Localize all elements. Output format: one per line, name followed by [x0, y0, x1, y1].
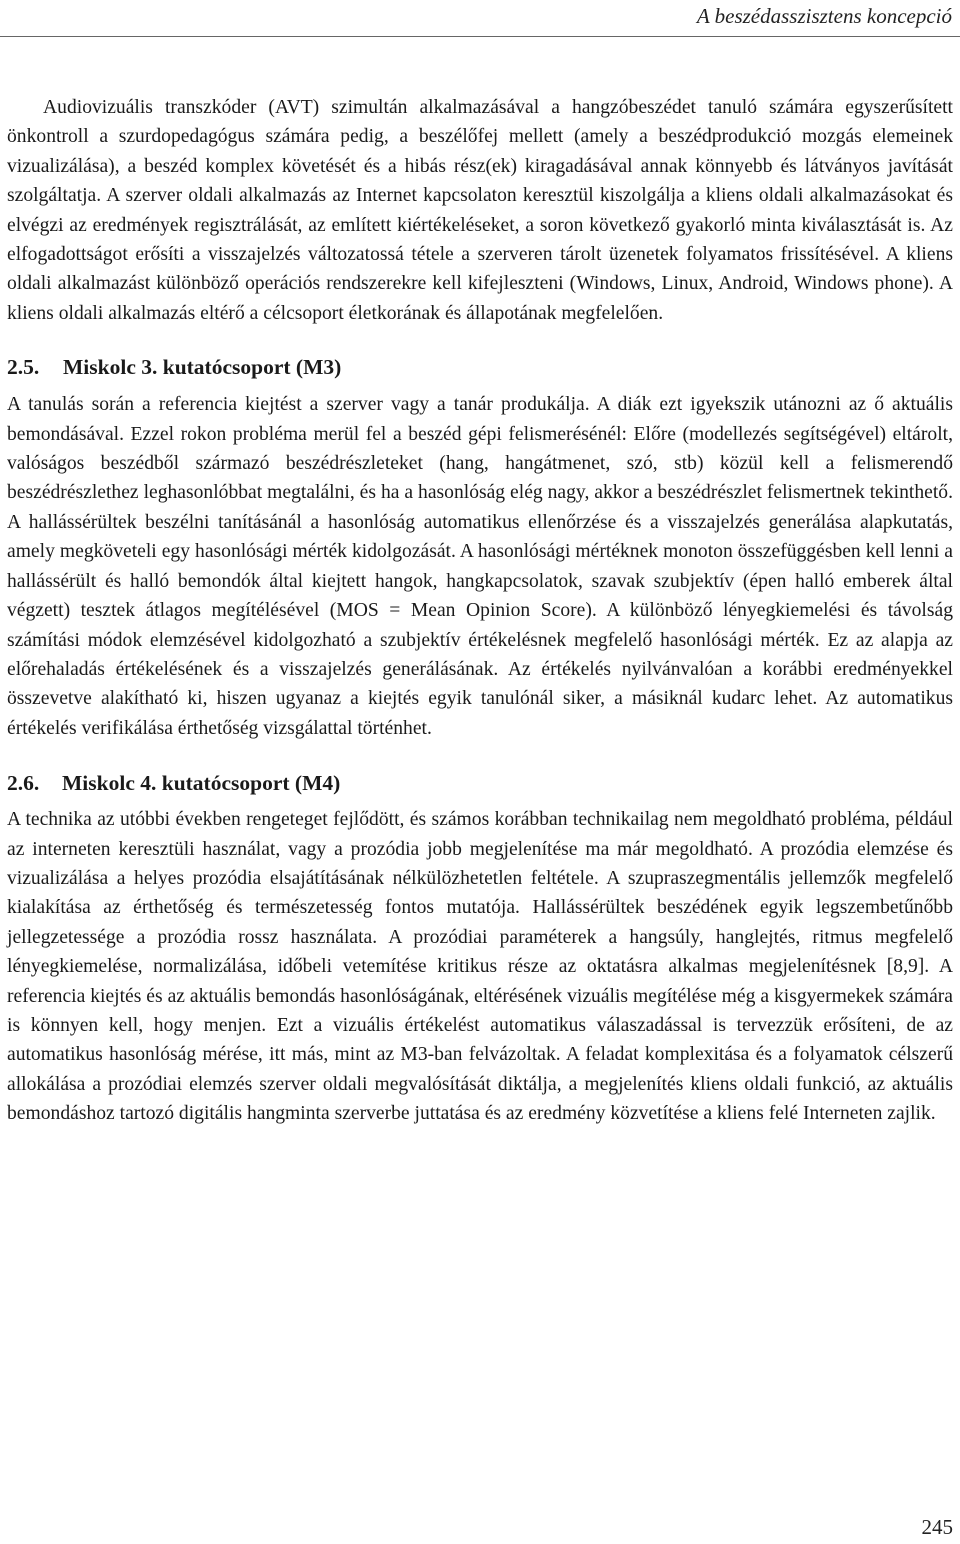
- section-number-m4: 2.6.: [7, 771, 40, 796]
- page-content: [7, 93, 953, 1129]
- section-heading-m4: [7, 768, 953, 798]
- header-divider: [0, 36, 960, 37]
- running-header-title: A beszédasszisztens koncepció: [696, 4, 952, 28]
- section-paragraph-m4: A technika az utóbbi években rengeteget fejlődött, és számos korábban technikailag nem megoldható probléma, például az interneten keresztüli használat, vagy a prozódia jobb megjelenítése ma már megoldható. A prozódia elemzése és vizualizálása a helyes prozódia elsajátításának nélkülözhetetlen feltétele. A szupraszegmentális jellemzők megfelelő kialakítása az érthetőség és természetesség fontos mutatója. Hallássérültek beszédének egyik legszembetűnőbb jellegzetessége a prozódia rossz használata. A prozódiai paraméterek a hangsúly, hanglejtés, ritmus megfelelő lényegkiemelése, normalizálása, időbeli vetemítése kritikus része az oktatásra alkalmas megjelenítésnek [8,9]. A referencia kiejtés és az aktuális bemondás hasonlóságának, eltérésének vizuális megítélése még a kisgyermekek számára is könnyen kell, hogy menjen. Ezt a vizuális értékelést automatikus válaszadással is tervezzük erősíteni, de az automatikus hasonlóság mérése, itt más, mint az M3-ban felvázoltak. A feladat komplexitása és a folyamatok célszerű allokálása a prozódiai elemzés szerver oldali megvalósítását diktálja, a megjelenítés kliens oldali funkció, az aktuális bemondáshoz tartozó digitális hangminta szerverbe juttatása és az eredmény közvetítése a kliens felé Interneten zajlik.: [7, 809, 953, 1125]
- section-number-m3: 2.5.: [7, 355, 40, 380]
- section-paragraph-m3: A tanulás során a referencia kiejtést a szerver vagy a tanár produkálja. A diák ezt igyekszik utánozni az ő aktuális bemondásával. Ezzel rokon probléma merül fel a beszéd gépi felismerésénél: Előre (modellezés segítségével) eltárolt, valóságos beszédből származó beszédrészleteket (hang, hangátmenet, szó, stb) közül kell a felismerendő beszédrészlethez leghasonlóbbat megtalálni, és ha a hasonlóság elég nagy, akkor a beszédrészlet felismertnek tekinthető. A hallássérültek beszélni tanításánál a hasonlóság automatikus ellenőrzése és a visszajelzés generálása alapkutatás, amely megköveteli egy hasonlósági mérték kidolgozását. A hasonlósági mértéknek monoton összefüggésben kell lenni a hallássérült és halló bemondók által kiejtett hangok, hangkapcsolatok, szavak szubjektív (épen halló emberek által végzett) tesztek átlagos megítélésével (MOS = Mean Opinion Score). A különböző lényegkiemelési és távolság számítási módok elemzésével kidolgozható a szubjektív értékelésnek megfelelő hasonlósági mérték. Ez az alapja az előrehaladás értékelésének és a visszajelzés generálásának. Az értékelés nyilvánvalóan a korábbi eredményekkel összevetve alakítható ki, hiszen ugyanaz a kiejtés egyik tanulónál siker, a másiknál kudarc lehet. Az automatikus értékelés verifikálása érthetőség vizsgálattal történhet.: [7, 394, 953, 739]
- intro-paragraph: Audiovizuális transzkóder (AVT) szimultán alkalmazásával a hangzóbeszédet tanuló számára egyszerűsített önkontroll a szurdopedagógus számára pedig, a beszélőfej mellett (amely a beszédprodukció mozgás elemeinek vizualizálása), a beszéd komplex követését és a hibás rész(ek) kiragadásával annak könnyebb és látványos javítását szolgáltatja. A szerver oldali alkalmazás az Internet kapcsolaton keresztül kiszolgálja a kliens oldali alkalmazásokat és elvégzi az eredmények regisztrálását, az említett kiértékeléseket, a soron következő gyakorló minta kiválasztását is. Az elfogadottságot erősíti a visszajelzés változatossá tétele a szerveren tárolt üzenetek folyamatos frissítésével. A kliens oldali alkalmazást különböző operációs rendszerekre kell kifejleszteni (Windows, Linux, Android, Windows phone). A kliens oldali alkalmazás eltérő a célcsoport életkorának és állapotának megfelelően.: [7, 97, 953, 324]
- section-title-m4: Miskolc 4. kutatócsoport (M4): [62, 771, 341, 796]
- page-number: 245: [921, 1515, 953, 1539]
- section-title-m3: Miskolc 3. kutatócsoport (M3): [63, 355, 342, 380]
- section-heading-m3: [7, 352, 953, 382]
